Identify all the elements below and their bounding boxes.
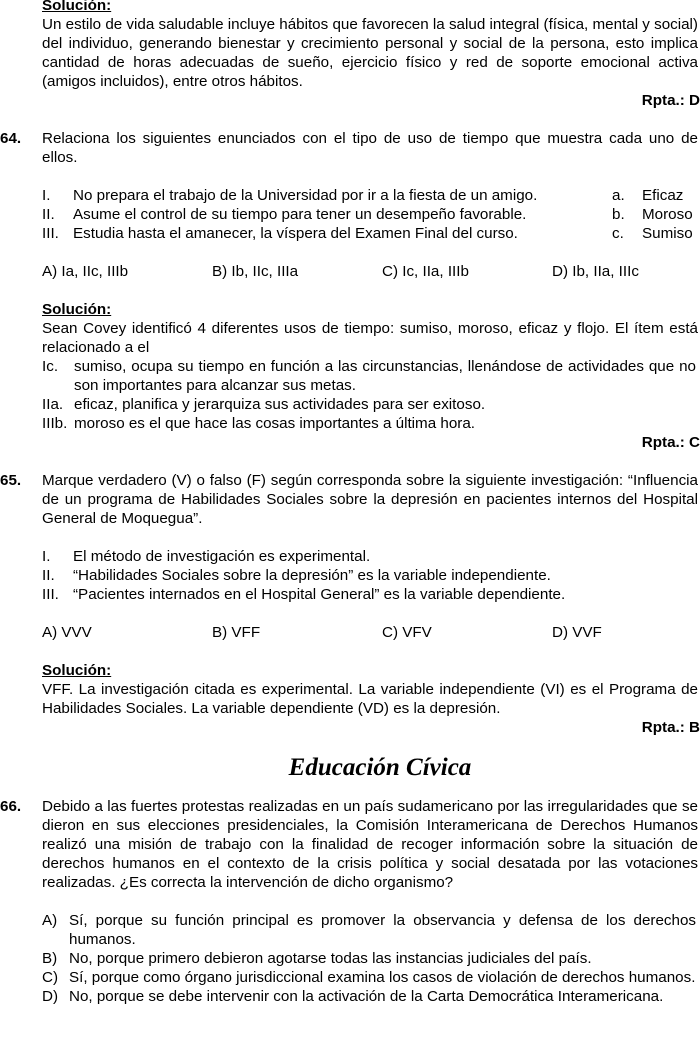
question-number: 66. <box>0 798 22 815</box>
option-c: C) Sí, porque como órgano jurisdiccional examina los casos de violación de derechos humanos. <box>42 969 696 986</box>
answer-label: Rpta.: B <box>641 719 700 736</box>
solution-title: Solución: <box>42 662 112 679</box>
option-d: D) Ib, IIa, IIIc <box>552 263 639 280</box>
option-b: B) VFF <box>212 624 261 641</box>
solution-item: IIa. eficaz, planifica y jerarquiza sus actividades para ser exitoso. <box>42 396 486 413</box>
solution-text: Un estilo de vida saludable incluye hábitos que favorecen la salud integral (física, mental y social) del individuo, generando bienestar y crecimiento personal y social de la persona, esto implica cantidad de horas adecuadas de sueño, ejercicio físico y red de soporte emocional activa (amigos incluidos), entre otros hábitos. <box>42 16 698 90</box>
option-b: B) Ib, IIc, IIIa <box>212 263 299 280</box>
solution-block-65 <box>0 661 700 718</box>
true-false-statements <box>0 547 700 604</box>
statement-row: I. El método de investigación es experimental. <box>42 548 371 565</box>
section-title: Educación Cívica <box>288 754 472 781</box>
solution-item: IIIb. moroso es el que hace las cosas importantes a última hora. <box>42 415 475 432</box>
statement-row: III. Estudia hasta el amanecer, la víspera del Examen Final del curso. c. Sumiso <box>42 225 693 242</box>
matching-statements <box>0 186 700 243</box>
statement-row: I. No prepara el trabajo de la Universidad por ir a la fiesta de un amigo. a. Eficaz <box>42 187 684 204</box>
solution-text: Sean Covey identificó 4 diferentes usos de tiempo: sumiso, moroso, eficaz y flojo. El ítem está relacionado a el <box>42 320 698 356</box>
option-d: D) No, porque se debe intervenir con la activación de la Carta Democrática Interamericana. <box>42 988 664 1005</box>
question-text: Debido a las fuertes protestas realizadas en un país sudamericano por las irregularidades que se dieron en sus elecciones presidenciales, la Comisión Interamericana de Derechos Humanos realizó una misión de trabajo con la finalidad de recoger información sobre la situación de derechos humanos en el contexto de la crisis política y social desatada por las votaciones realizadas. ¿Es correcta la intervención de dicho organismo? <box>42 798 698 891</box>
solution-text: VFF. La investigación citada es experimental. La variable independiente (VI) es el Programa de Habilidades Sociales. La variable dependiente (VD) es la depresión. <box>42 681 698 717</box>
question-number: 64. <box>0 130 22 147</box>
statement-row: III. “Pacientes internados en el Hospital General” es la variable dependiente. <box>42 586 566 603</box>
answer-options <box>0 262 700 281</box>
solution-block-64 <box>0 300 700 433</box>
question-number: 65. <box>0 472 22 489</box>
answer-options <box>0 911 700 1006</box>
solution-title: Solución: <box>42 301 112 318</box>
statement-row: II. Asume el control de su tiempo para tener un desempeño favorable. b. Moroso <box>42 206 693 223</box>
option-a: A) VVV <box>42 624 92 641</box>
question-65 <box>0 471 700 528</box>
option-a: A) Sí, porque su función principal es promover la observancia y defensa de los derechos humanos. <box>42 912 696 948</box>
answer-label: Rpta.: C <box>641 434 700 451</box>
solution-item: Ic. sumiso, ocupa su tiempo en función a las circunstancias, llenándose de actividades que no son importantes para alcanzar sus metas. <box>42 358 696 394</box>
option-c: C) VFV <box>382 624 432 641</box>
option-a: A) Ia, IIc, IIIb <box>42 263 129 280</box>
question-text: Relaciona los siguientes enunciados con el tipo de uso de tiempo que muestra cada uno de ellos. <box>42 130 698 166</box>
question-64 <box>0 129 700 167</box>
option-d: D) VVF <box>552 624 602 641</box>
solution-block-63 <box>0 0 700 91</box>
question-66 <box>0 797 700 892</box>
solution-title: Solución: <box>42 0 112 14</box>
question-text: Marque verdadero (V) o falso (F) según corresponda sobre la siguiente investigación: “Influencia de un programa de Habilidades Sociales sobre la depresión en pacientes internos del Hospital General de Moquegua”. <box>42 472 698 527</box>
option-c: C) Ic, IIa, IIIb <box>382 263 469 280</box>
answer-options <box>0 623 700 642</box>
answer-label: Rpta.: D <box>641 92 700 109</box>
statement-row: II. “Habilidades Sociales sobre la depresión” es la variable independiente. <box>42 567 551 584</box>
option-b: B) No, porque primero debieron agotarse todas las instancias judiciales del país. <box>42 950 592 967</box>
